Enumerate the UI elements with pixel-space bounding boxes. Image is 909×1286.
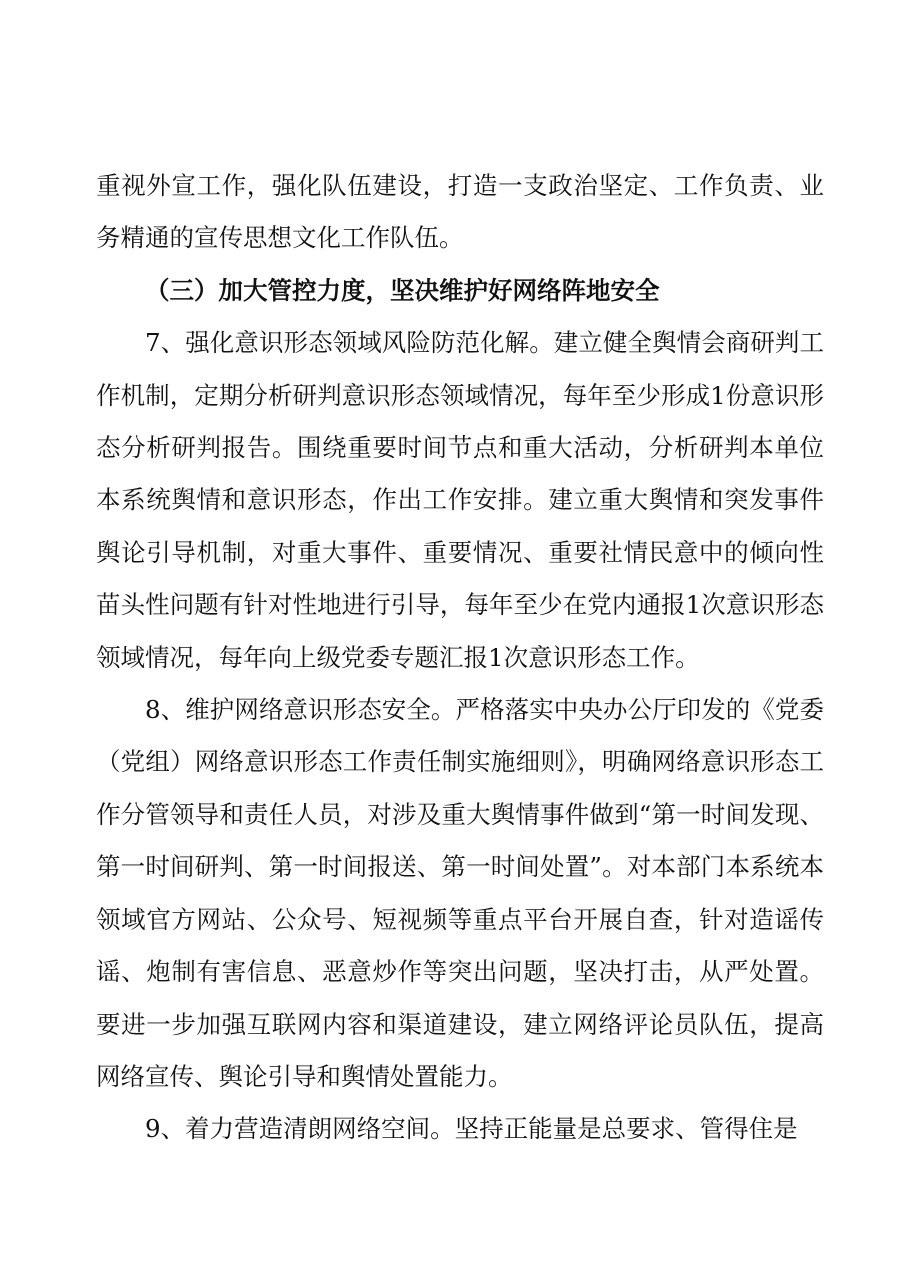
paragraph-item-7: 7、强化意识形态领域风险防范化解。建立健全舆情会商研判工作机制，定期分析研判意识形态领域情况，每年至少形成1份意识形态分析研判报告。围绕重要时间节点和重大活动，分析研判本单位本系统舆情和意识形态，作出工作安排。建立重大舆情和突发事件舆论引导机制，对重大事件、重要情况、重要社情民意中的倾向性苗头性问题有针对性地进行引导，每年至少在党内通报1次意识形态领域情况，每年向上级党委专题汇报1次意识形态工作。	[96, 328, 824, 672]
section-heading-three: （三）加大管控力度，坚决维护好网络阵地安全	[145, 275, 660, 305]
paragraph-continuation: 重视外宣工作，强化队伍建设，打造一支政治坚定、工作负责、业务精通的宣传思想文化工作队伍。	[96, 171, 824, 253]
paragraph-item-9: 9、着力营造清朗网络空间。坚持正能量是总要求、管得住是	[145, 1114, 798, 1144]
paragraph-item-8: 8、维护网络意识形态安全。严格落实中央办公厅印发的《党委（党组）网络意识形态工作责任制实施细则》，明确网络意识形态工作分管领导和责任人员，对涉及重大舆情事件做到“第一时间发现、第一时间研判、第一时间报送、第一时间处置”。对本部门本系统本领域官方网站、公众号、短视频等重点平台开展自查，针对造谣传谣、炮制有害信息、恶意炒作等突出问题，坚决打击，从严处置。要进一步加强互联网内容和渠道建设，建立网络评论员队伍，提高网络宣传、舆论引导和舆情处置能力。	[96, 695, 824, 1091]
document-body	[96, 160, 824, 1156]
